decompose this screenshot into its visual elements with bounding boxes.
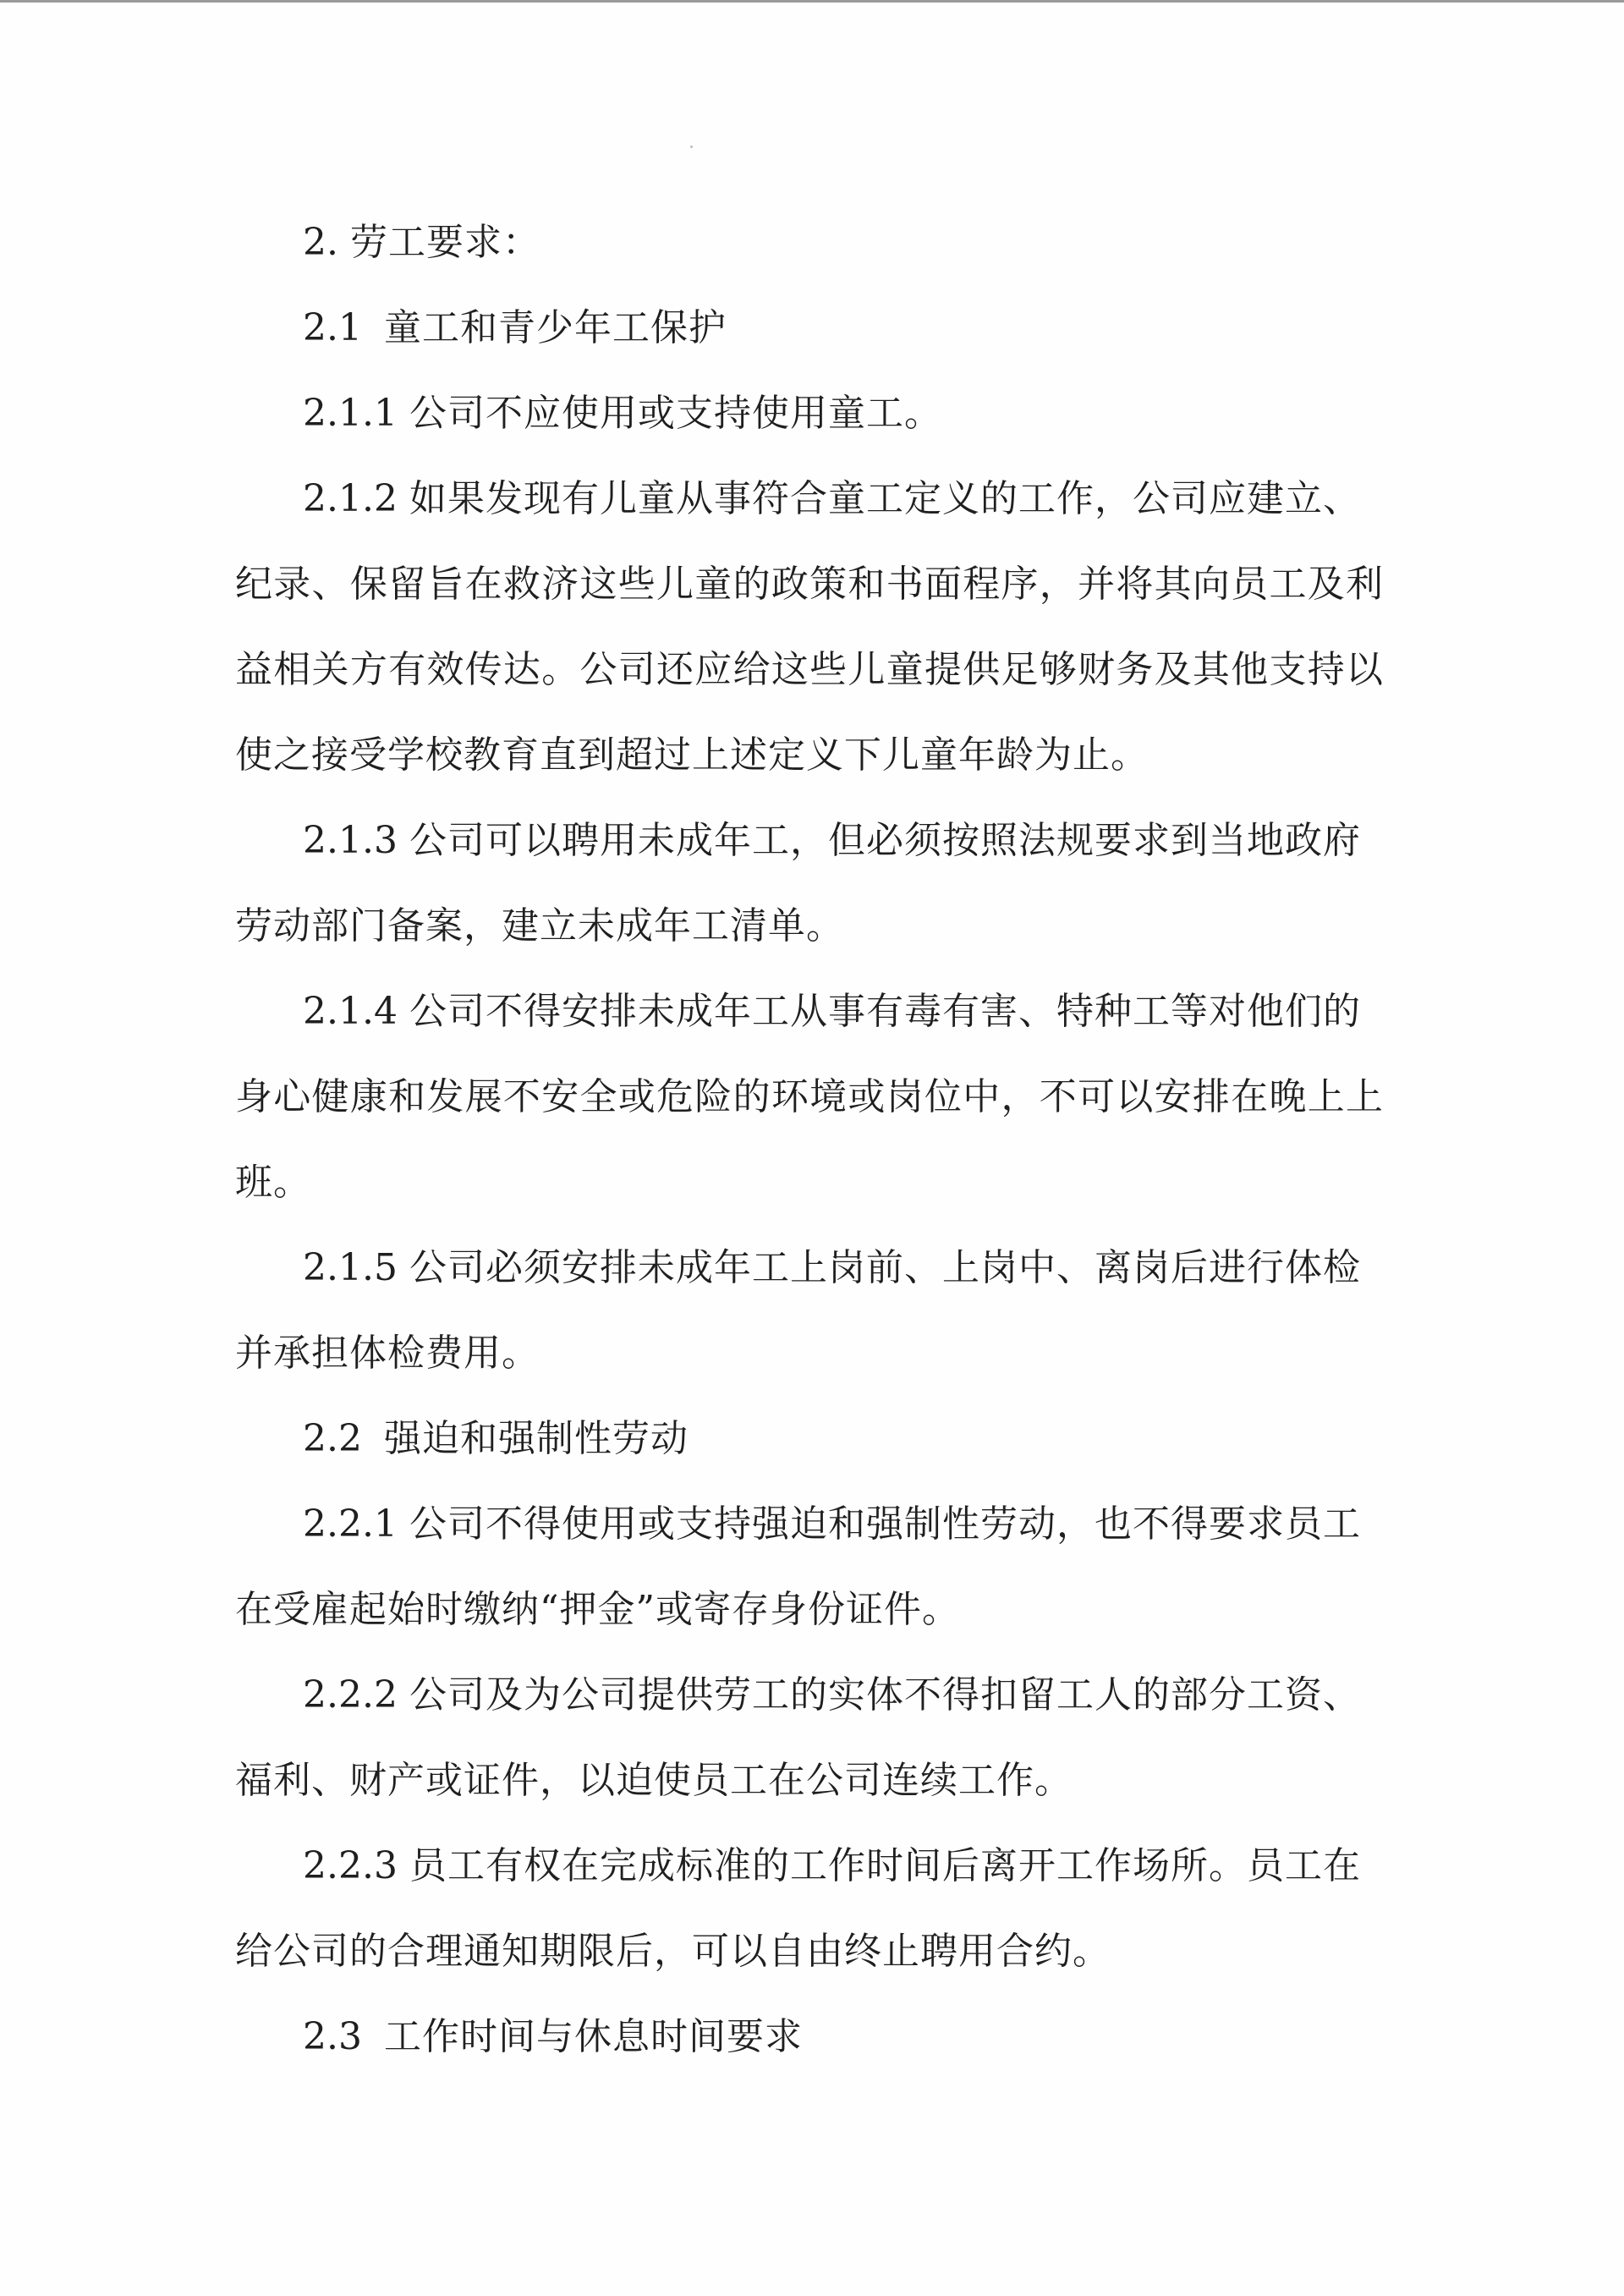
document-body (235, 200, 1384, 2079)
clause-2-2-2 (235, 1652, 1384, 1738)
clause-text-continuation: 使之接受学校教育直到超过上述定义下儿童年龄为止。 (235, 733, 1149, 777)
clause-2-1-1 (235, 371, 1384, 456)
subsection-heading-2-1 (235, 285, 1384, 371)
clause-2-1-4 (235, 969, 1384, 1054)
subsection-heading-2-2 (235, 1396, 1384, 1481)
clause-2-1-3 (235, 798, 1384, 883)
scan-speck (690, 146, 693, 148)
clause-number: 2.2.1 (303, 1502, 398, 1546)
clause-2-1-5 (235, 1225, 1384, 1310)
clause-2-2-3 (235, 1823, 1384, 1909)
clause-number: 2.1.3 (303, 819, 398, 862)
clause-text: 公司可以聘用未成年工，但必须按照法规要求到当地政府 (409, 819, 1361, 862)
scan-top-border (0, 0, 1624, 3)
subsection-heading-2-3 (235, 1994, 1384, 2079)
clause-text-continuation: 给公司的合理通知期限后，可以自由终止聘用合约。 (235, 1930, 1111, 1973)
clause-text-continuation: 并承担体检费用。 (235, 1332, 540, 1375)
clause-number: 2.1.4 (303, 990, 398, 1033)
clause-number: 2.1.1 (303, 392, 398, 435)
section-title: 童工和青少年工保护 (383, 306, 727, 349)
section-number: 2.1 (303, 306, 362, 349)
clause-2-1-2 (235, 456, 1384, 541)
clause-number: 2.1.5 (303, 1246, 398, 1289)
clause-number: 2.1.2 (303, 477, 398, 520)
clause-text-continuation: 身心健康和发展不安全或危险的环境或岗位中，不可以安排在晚上上 (235, 1075, 1384, 1118)
section-number: 2.2 (303, 1417, 362, 1460)
clause-text: 公司不应使用或支持使用童工。 (409, 392, 942, 435)
clause-text: 如果发现有儿童从事符合童工定义的工作，公司应建立、 (409, 477, 1361, 520)
clause-text-continuation: 班。 (235, 1161, 311, 1204)
clause-text: 公司不得安排未成年工从事有毒有害、特种工等对他们的 (409, 990, 1361, 1033)
clause-text-continuation: 纪录、保留旨在救济这些儿童的政策和书面程序，并将其向员工及利 (235, 563, 1384, 606)
clause-text: 员工有权在完成标准的工作时间后离开工作场所。员工在 (409, 1844, 1361, 1887)
clause-text-continuation: 在受雇起始时缴纳“押金”或寄存身份证件。 (235, 1588, 960, 1631)
section-title: 工作时间与休息时间要求 (383, 2015, 803, 2058)
section-title: 劳工要求： (349, 221, 540, 264)
clause-number: 2.2.2 (303, 1673, 398, 1717)
section-number: 2.3 (303, 2015, 362, 2058)
section-heading-2 (235, 200, 1384, 285)
section-number: 2. (303, 221, 338, 264)
clause-text: 公司及为公司提供劳工的实体不得扣留工人的部分工资、 (409, 1673, 1361, 1717)
clause-text-continuation: 劳动部门备案，建立未成年工清单。 (235, 904, 844, 948)
section-title: 强迫和强制性劳动 (383, 1417, 689, 1460)
clause-text: 公司必须安排未成年工上岗前、上岗中、离岗后进行体检 (409, 1246, 1361, 1289)
clause-text: 公司不得使用或支持强迫和强制性劳动，也不得要求员工 (409, 1502, 1361, 1546)
clause-number: 2.2.3 (303, 1844, 398, 1887)
clause-2-2-1 (235, 1481, 1384, 1567)
clause-text-continuation: 益相关方有效传达。公司还应给这些儿童提供足够财务及其他支持以 (235, 648, 1384, 691)
clause-text-continuation: 福利、财产或证件，以迫使员工在公司连续工作。 (235, 1759, 1073, 1802)
